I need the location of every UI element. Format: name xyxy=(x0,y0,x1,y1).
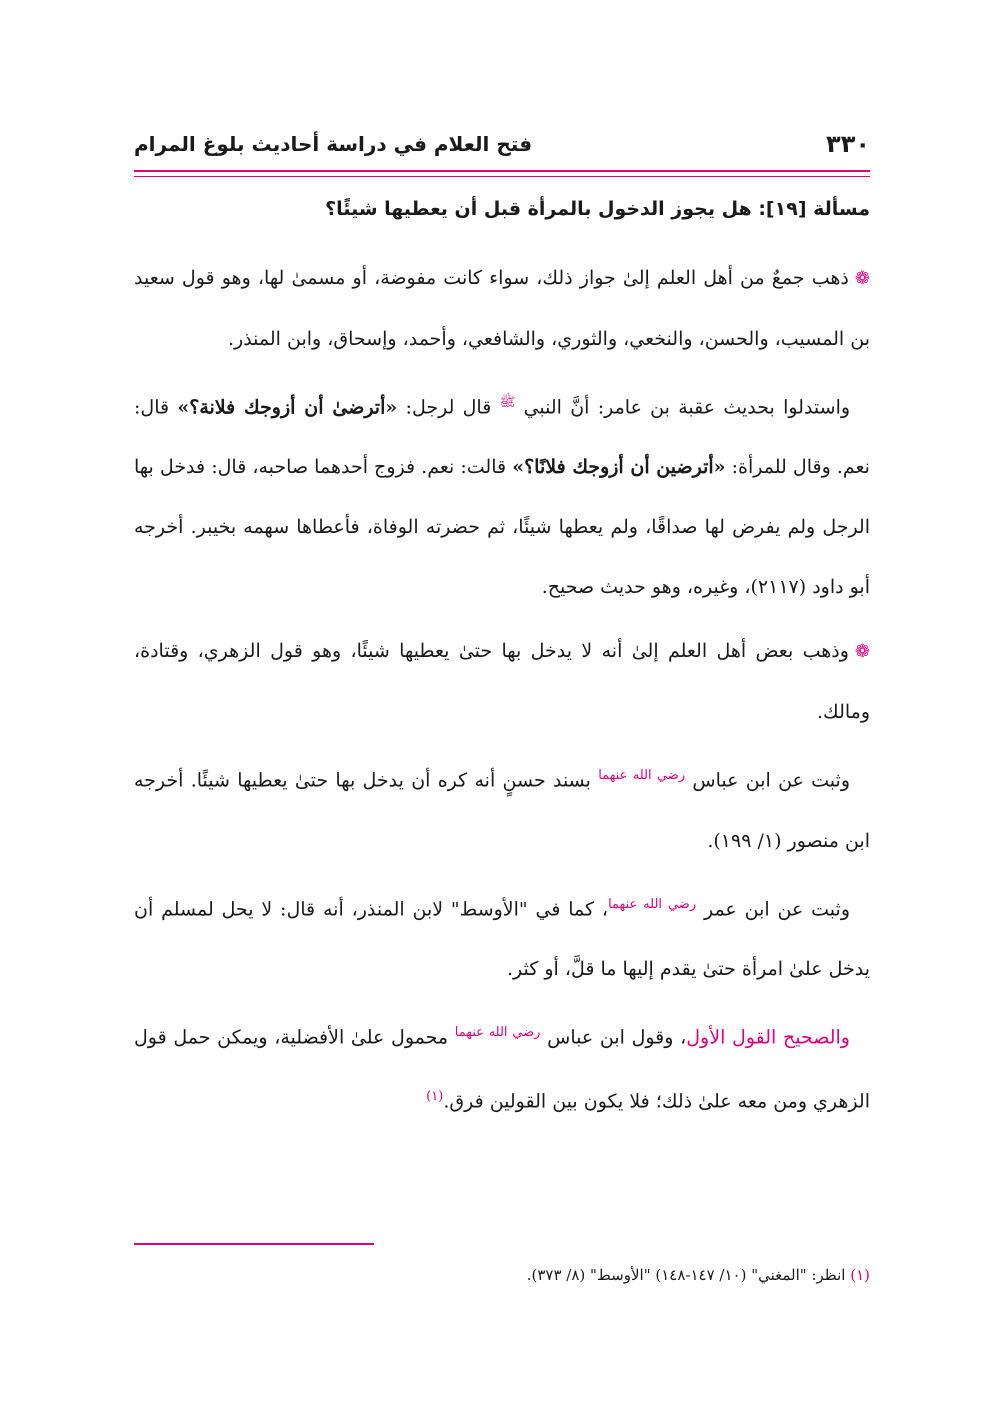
honorific-mark: رضي الله عنهما xyxy=(454,1024,541,1040)
p4-text-1: وثبت عن ابن عباس xyxy=(692,769,851,792)
page-number: ٣٣٠ xyxy=(826,130,870,158)
honorific-mark: رضي الله عنهما xyxy=(598,768,686,784)
p6-text-1: ، وقول ابن عباس xyxy=(547,1026,687,1049)
flower-icon: ❁ xyxy=(854,641,870,663)
salutation-mark: ﷺ xyxy=(499,395,516,410)
paragraph-5 xyxy=(134,875,870,999)
footnote-reference[interactable]: (١) xyxy=(426,1089,444,1105)
p4-text-2: بسند حسنٍ أنه كره أن يدخل بها حتىٰ يعطيها شيئًا. أخرجه ابن منصور (١/ ١٩٩). xyxy=(134,769,870,852)
p5-text-2: ، كما في "الأوسط" لابن المنذر، أنه قال: لا يحل لمسلم أن يدخل علىٰ امرأة حتىٰ يقدم إليها ما قلَّ، أو كثر. xyxy=(134,897,870,980)
page-header xyxy=(134,128,870,168)
honorific-mark: رضي الله عنهما xyxy=(608,896,697,912)
conclusion-lead: والصحيح القول الأول xyxy=(686,1026,850,1049)
paragraph-3-text: وذهب بعض أهل العلم إلىٰ أنه لا يدخل بها حتىٰ يعطيها شيئًا، وهو قول الزهري، وقتادة، ومالك. xyxy=(134,640,870,724)
paragraph-4 xyxy=(134,746,870,870)
flower-icon: ❁ xyxy=(854,268,870,289)
p6-text-2: محمول علىٰ الأفضلية، ويمكن حمل قول الزهري ومن معه علىٰ ذلك؛ فلا يكون بين القولين فرق. xyxy=(134,1026,870,1113)
p2-text-3: قال: نعم. وقال للمرأة: xyxy=(134,396,870,479)
paragraph-2 xyxy=(134,373,870,617)
paragraph-1-text: ذهب جمعٌ من أهل العلم إلىٰ جواز ذلك، سواء كانت مفوضة، أو مسمىٰ لها، وهو قول سعيد بن المسيب، والحسن، والنخعي، والثوري، والشافعي، وأحمد، وإسحاق، وابن المنذر. xyxy=(134,267,870,350)
p2-text-2: قال لرجل: xyxy=(405,396,492,419)
footnote xyxy=(134,1262,870,1288)
p2-text-4: قالت: نعم. فزوج أحدهما صاحبه، قال: فدخل بها الرجل ولم يفرض لها صداقًا، ولم يعطها شيئًا، ثم حضرته الوفاة، فأعطاها سهمه بخيبر. أخرجه أبو داود (٢١١٧)، وغيره، وهو حديث صحيح. xyxy=(134,456,870,599)
p5-text-1: وثبت عن ابن عمر xyxy=(703,897,850,920)
header-rule-thin xyxy=(134,176,870,177)
p2-text-1: واستدلوا بحديث عقبة بن عامر: أنَّ النبي xyxy=(523,396,851,419)
paragraph-6 xyxy=(134,1003,870,1132)
page-body xyxy=(134,192,870,1132)
book-title: فتح العلام في دراسة أحاديث بلوغ المرام xyxy=(134,132,533,156)
paragraph-3 xyxy=(134,621,870,742)
hadith-quote-1: «أترضىٰ أن أزوجك فلانة؟» xyxy=(177,396,398,419)
footnote-text: انظر: "المغني" (١٠/ ١٤٧-١٤٨) "الأوسط" (٨/ ٣٧٣). xyxy=(526,1266,846,1284)
footnote-separator xyxy=(134,1243,374,1245)
paragraph-1 xyxy=(134,248,870,369)
question-heading: مسألة [١٩]: هل يجوز الدخول بالمرأة قبل أن يعطيها شيئًا؟ xyxy=(325,198,870,220)
hadith-quote-2: «أترضين أن أزوجك فلانًا؟» xyxy=(512,456,726,479)
header-rule-thick xyxy=(134,170,870,172)
footnote-number: (١) xyxy=(850,1266,870,1284)
